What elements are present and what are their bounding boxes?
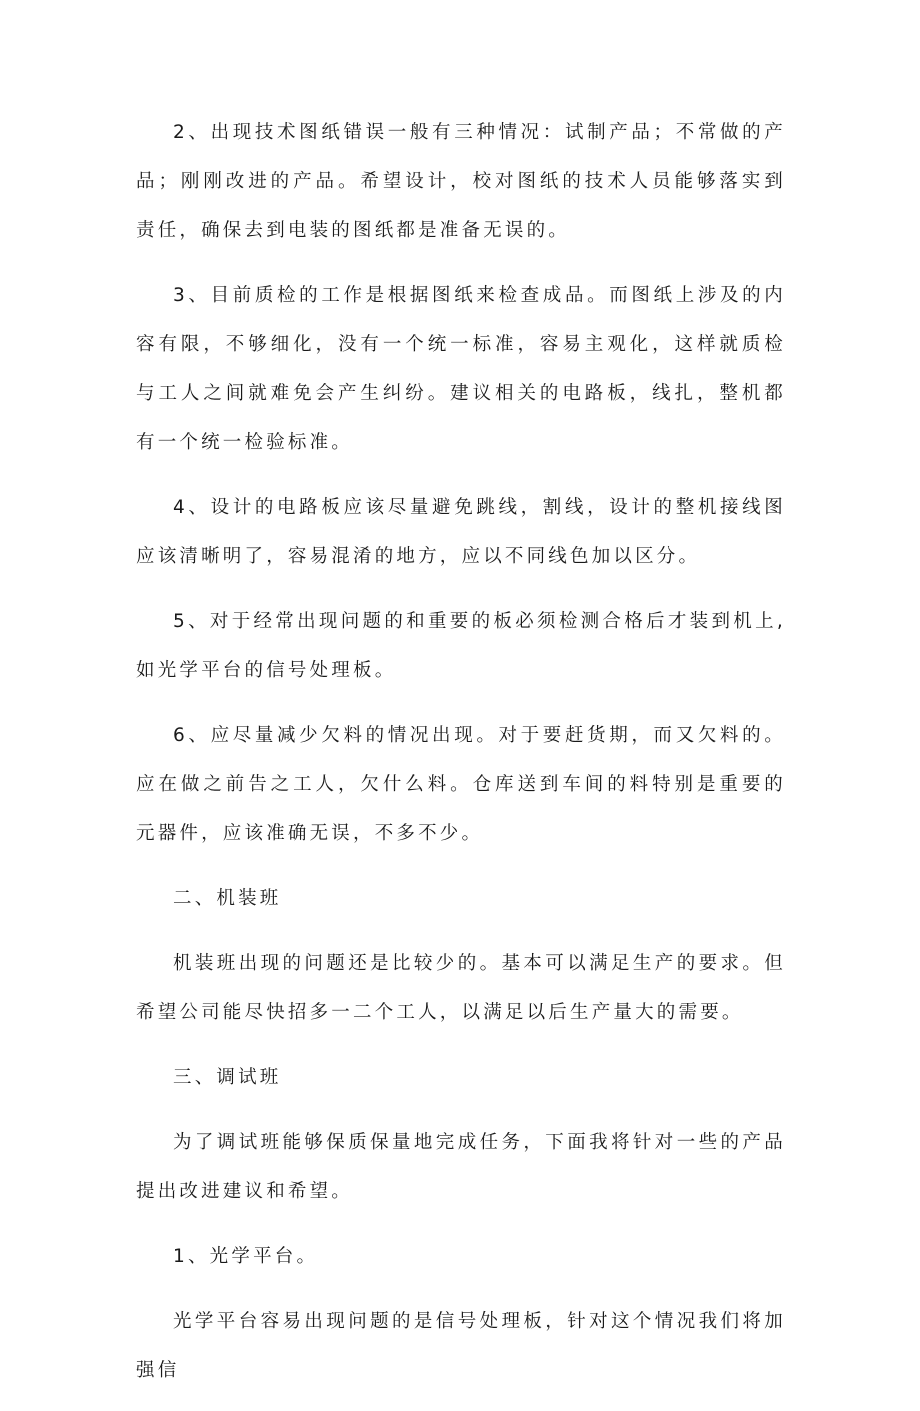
subsection-heading-optical-platform: 1、光学平台。 [173, 1246, 319, 1267]
paragraph-optical-platform: 光学平台容易出现问题的是信号处理板，针对这个情况我们将加强信 [136, 1311, 786, 1381]
paragraph-item-2: 2、出现技术图纸错误一般有三种情况：试制产品；不常做的产品；刚刚改进的产品。希望设计，校对图纸的技术人员能够落实到责任，确保去到电装的图纸都是准备无误的。 [136, 122, 786, 241]
paragraph-machine-assembly: 机装班出现的问题还是比较少的。基本可以满足生产的要求。但希望公司能尽快招多一二个工人，以满足以后生产量大的需要。 [136, 953, 786, 1023]
paragraph-item-4: 4、设计的电路板应该尽量避免跳线，割线，设计的整机接线图应该清晰明了，容易混淆的地方，应以不同线色加以区分。 [136, 497, 786, 567]
section-heading-debugging: 三、调试班 [173, 1067, 282, 1088]
paragraph-item-6: 6、应尽量减少欠料的情况出现。对于要赶货期，而又欠料的。应在做之前告之工人，欠什么料。仓库送到车间的料特别是重要的元器件，应该准确无误，不多不少。 [136, 725, 786, 844]
section-heading-machine-assembly: 二、机装班 [173, 888, 282, 909]
paragraph-debugging-intro: 为了调试班能够保质保量地完成任务，下面我将针对一些的产品提出改进建议和希望。 [136, 1132, 786, 1202]
paragraph-item-5: 5、对于经常出现问题的和重要的板必须检测合格后才装到机上,如光学平台的信号处理板。 [136, 611, 786, 681]
document-body [136, 108, 786, 1411]
paragraph-item-3: 3、目前质检的工作是根据图纸来检查成品。而图纸上涉及的内容有限，不够细化，没有一个统一标准，容易主观化，这样就质检与工人之间就难免会产生纠纷。建议相关的电路板，线扎，整机都有一个统一检验标准。 [136, 285, 786, 453]
